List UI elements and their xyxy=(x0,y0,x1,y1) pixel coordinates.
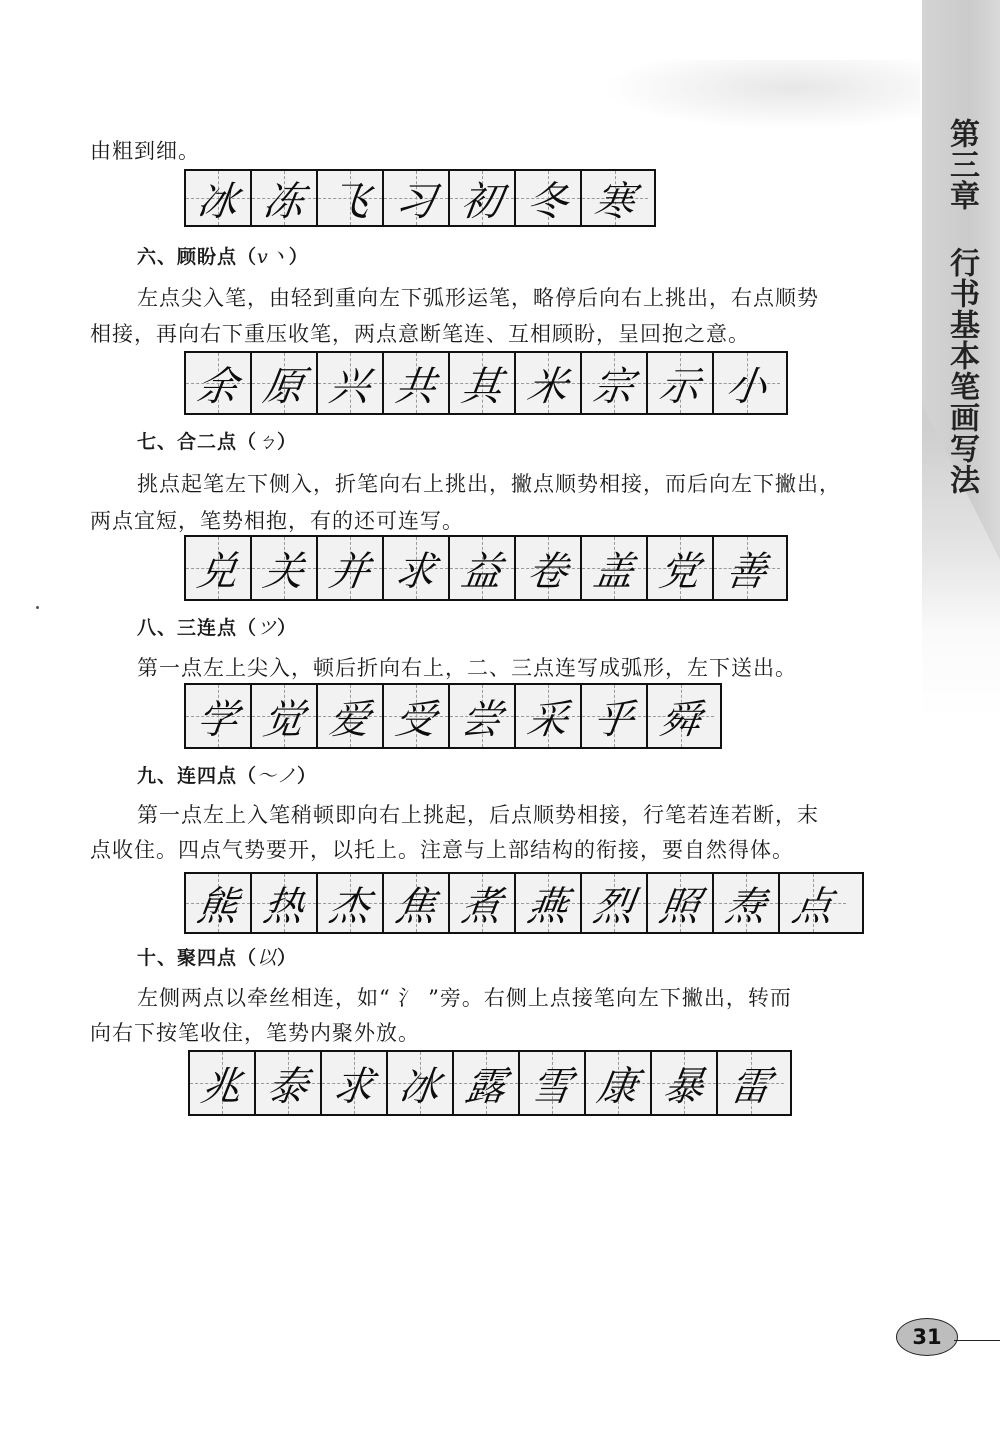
grid-character: 觉 xyxy=(260,696,307,743)
grid-character: 关 xyxy=(260,548,307,595)
grid-character: 其 xyxy=(458,363,505,410)
grid-cell xyxy=(450,537,516,599)
grid-character: 杰 xyxy=(326,883,373,930)
intro-line: 由粗到细。 xyxy=(90,139,200,163)
grid-cell xyxy=(384,685,450,747)
grid-cell xyxy=(450,874,516,932)
grid-character: 尝 xyxy=(458,696,505,743)
grid-character: 爱 xyxy=(326,696,373,743)
heading-text: 七、合二点（ xyxy=(137,431,258,453)
heading-close: ） xyxy=(297,765,318,787)
heading-text: 六、顾盼点（ xyxy=(137,246,258,268)
grid-cell xyxy=(318,685,384,747)
paragraph-9-line-1: 第一点左上入笔稍顿即向右上挑起，后点顺势相接，行笔若连若断，末 xyxy=(137,803,819,827)
grid-character: 冻 xyxy=(260,178,307,225)
grid-character: 烈 xyxy=(590,883,637,930)
grid-character: 善 xyxy=(723,548,770,595)
grid-cell xyxy=(516,171,582,225)
grid-character: 乎 xyxy=(590,696,637,743)
paragraph-10-line-2: 向右下按笔收住，笔势内聚外放。 xyxy=(90,1021,420,1045)
grid-cell xyxy=(714,537,780,599)
grid-cell xyxy=(450,171,516,225)
heading-text: 八、三连点（ xyxy=(137,617,258,639)
grid-cell xyxy=(252,353,318,413)
grid-cell xyxy=(318,537,384,599)
paragraph-7-line-2: 两点宜短，笔势相抱，有的还可连写。 xyxy=(90,509,464,533)
grid-character: 兴 xyxy=(326,363,373,410)
grid-character: 党 xyxy=(656,548,703,595)
grid-character: 米 xyxy=(524,363,571,410)
grid-cell xyxy=(718,1052,784,1114)
stroke-symbol: ツ xyxy=(257,617,278,639)
heading-close: ） xyxy=(277,947,298,969)
grid-cell xyxy=(582,171,648,225)
grid-cell xyxy=(450,685,516,747)
grid-cell xyxy=(384,537,450,599)
grid-character: 点 xyxy=(789,883,836,930)
grid-character: 习 xyxy=(392,178,439,225)
grid-character: 飞 xyxy=(326,178,373,225)
section-heading-7 xyxy=(137,429,297,455)
grid-character: 冰 xyxy=(396,1063,443,1110)
page-number-rule xyxy=(954,1340,1000,1341)
paragraph-6-line-2: 相接，再向右下重压收笔，两点意断笔连、互相顾盼，呈回抱之意。 xyxy=(90,322,750,346)
grid-cell xyxy=(388,1052,454,1114)
grid-character: 宗 xyxy=(590,363,637,410)
grid-character: 共 xyxy=(392,363,439,410)
grid-cell xyxy=(322,1052,388,1114)
grid-character: 小 xyxy=(723,363,770,410)
grid-cell xyxy=(582,353,648,413)
heading-close: ） xyxy=(277,617,298,639)
grid-cell xyxy=(648,537,714,599)
grid-character: 学 xyxy=(194,696,241,743)
grid-cell xyxy=(252,874,318,932)
grid-cell xyxy=(256,1052,322,1114)
paragraph-7-line-1: 挑点起笔左下侧入，折笔向右上挑出，撇点顺势相接，而后向左下撇出， xyxy=(137,472,841,496)
grid-character: 示 xyxy=(656,363,703,410)
heading-close: ） xyxy=(277,431,298,453)
grid-character: 原 xyxy=(260,363,307,410)
grid-character: 熊 xyxy=(194,883,241,930)
grid-character: 兑 xyxy=(194,548,241,595)
grid-character: 焦 xyxy=(392,883,439,930)
grid-cell xyxy=(190,1052,256,1114)
section-heading-6 xyxy=(137,244,309,270)
character-grid-5 xyxy=(184,872,864,934)
grid-cell xyxy=(516,353,582,413)
grid-character: 燕 xyxy=(524,883,571,930)
grid-character: 益 xyxy=(458,548,505,595)
grid-cell xyxy=(454,1052,520,1114)
grid-character: 卷 xyxy=(524,548,571,595)
character-grid-2 xyxy=(184,351,788,415)
grid-character: 露 xyxy=(462,1063,509,1110)
grid-character: 舜 xyxy=(657,696,704,743)
grid-cell xyxy=(186,537,252,599)
grid-cell xyxy=(384,874,450,932)
section-heading-9 xyxy=(137,763,317,789)
paragraph-8-line-1: 第一点左上尖入，顿后折向右上，二、三点连写成弧形，左下送出。 xyxy=(137,656,797,680)
chapter-title: 第三章 行书基本笔画写法 xyxy=(944,118,979,495)
grid-character: 兆 xyxy=(198,1063,245,1110)
grid-character: 雷 xyxy=(727,1063,774,1110)
grid-cell xyxy=(252,171,318,225)
grid-cell xyxy=(652,1052,718,1114)
grid-cell xyxy=(450,353,516,413)
character-grid-3 xyxy=(184,535,788,601)
grid-cell xyxy=(318,353,384,413)
grid-character: 泰 xyxy=(264,1063,311,1110)
grid-cell xyxy=(516,874,582,932)
grid-character: 求 xyxy=(392,548,439,595)
grid-cell xyxy=(318,171,384,225)
grid-cell xyxy=(586,1052,652,1114)
grid-character: 求 xyxy=(330,1063,377,1110)
grid-cell xyxy=(186,353,252,413)
grid-character: 照 xyxy=(656,883,703,930)
heading-close: ） xyxy=(288,246,309,268)
grid-cell xyxy=(186,874,252,932)
grid-character: 冰 xyxy=(194,178,241,225)
heading-text: 十、聚四点（ xyxy=(137,947,258,969)
stroke-symbol: ⅴ丶 xyxy=(257,246,289,268)
grid-character: 热 xyxy=(260,883,307,930)
page-number: 31 xyxy=(896,1318,958,1356)
section-heading-10 xyxy=(137,945,297,971)
grid-character: 余 xyxy=(194,363,241,410)
grid-character: 康 xyxy=(594,1063,641,1110)
heading-text: 九、连四点（ xyxy=(137,765,258,787)
section-heading-8 xyxy=(137,615,297,641)
grid-character: 焘 xyxy=(722,883,769,930)
stroke-symbol: 〜ノ xyxy=(257,765,298,787)
grid-cell xyxy=(648,353,714,413)
grid-cell xyxy=(582,874,648,932)
grid-cell xyxy=(186,171,252,225)
grid-cell xyxy=(516,685,582,747)
paragraph-10-line-1: 左侧两点以牵丝相连，如“ 氵 ”旁。右侧上点接笔向左下撇出，转而 xyxy=(137,986,792,1010)
grid-cell xyxy=(648,874,714,932)
grid-character: 暴 xyxy=(660,1063,707,1110)
character-grid-6 xyxy=(188,1050,792,1116)
paragraph-9-line-2: 点收住。四点气势要开，以托上。注意与上部结构的衔接，要自然得体。 xyxy=(90,838,794,862)
paragraph-6-line-1: 左点尖入笔，由轻到重向左下弧形运笔，略停后向右上挑出，右点顺势 xyxy=(137,286,819,310)
grid-character: 煮 xyxy=(458,883,505,930)
scan-speck xyxy=(36,606,39,609)
grid-cell xyxy=(714,353,780,413)
grid-character: 并 xyxy=(326,548,373,595)
grid-cell xyxy=(648,685,714,747)
scan-smudge xyxy=(600,60,920,130)
grid-character: 寒 xyxy=(591,178,638,225)
stroke-symbol: ㄅ xyxy=(257,431,278,453)
grid-cell xyxy=(516,537,582,599)
grid-cell xyxy=(186,685,252,747)
grid-character: 盖 xyxy=(590,548,637,595)
grid-cell xyxy=(714,874,780,932)
character-grid-4 xyxy=(184,683,722,749)
grid-cell xyxy=(252,537,318,599)
grid-cell xyxy=(780,874,846,932)
character-grid-1 xyxy=(184,169,656,227)
grid-cell xyxy=(384,171,450,225)
grid-cell xyxy=(582,537,648,599)
grid-character: 受 xyxy=(392,696,439,743)
grid-character: 采 xyxy=(524,696,571,743)
grid-cell xyxy=(520,1052,586,1114)
grid-cell xyxy=(318,874,384,932)
grid-character: 冬 xyxy=(524,178,571,225)
grid-cell xyxy=(582,685,648,747)
stroke-symbol: 以 xyxy=(257,947,278,969)
grid-cell xyxy=(252,685,318,747)
grid-character: 初 xyxy=(458,178,505,225)
grid-cell xyxy=(384,353,450,413)
grid-character: 雪 xyxy=(528,1063,575,1110)
